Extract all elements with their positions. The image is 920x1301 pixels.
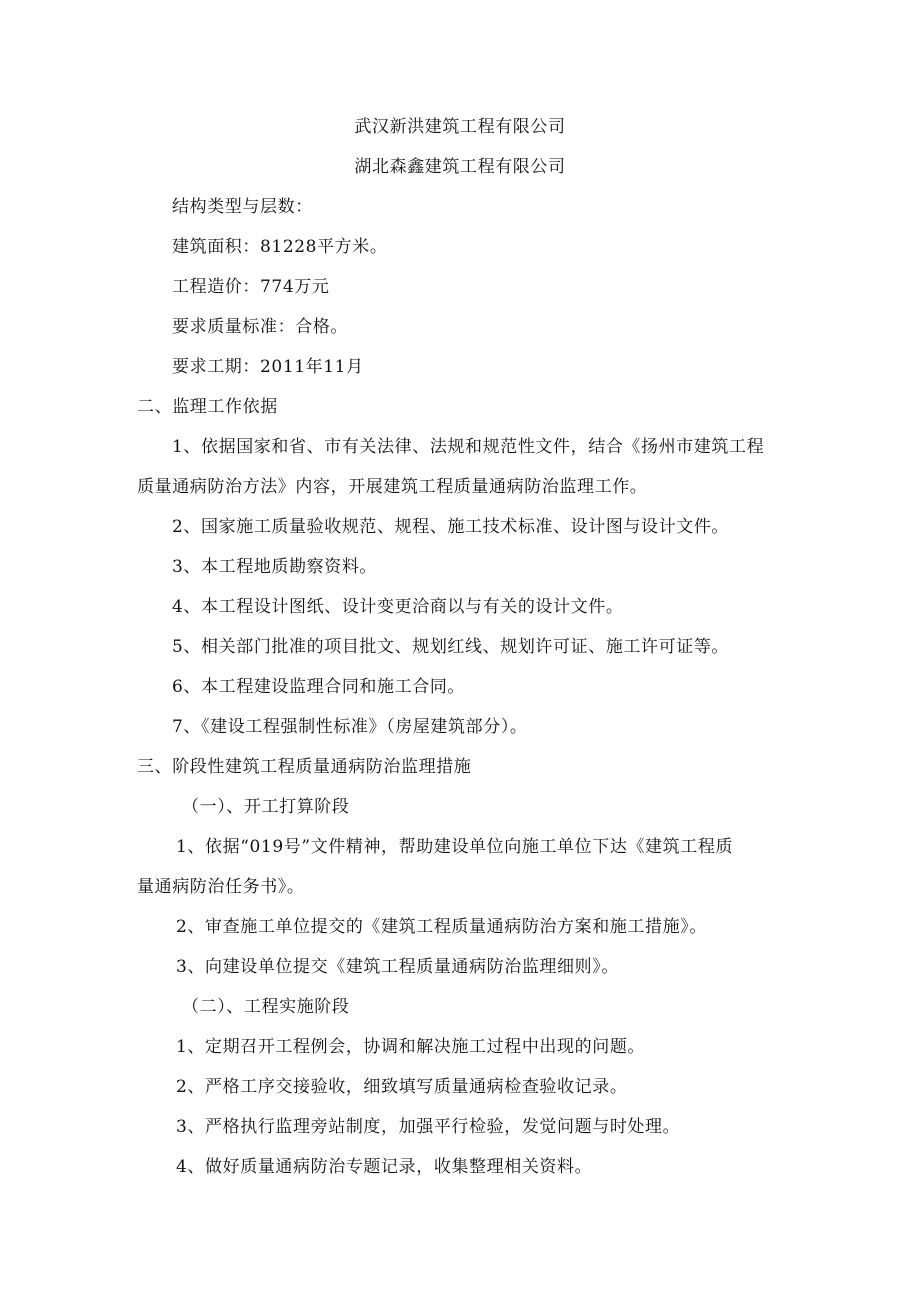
section-3-sub-2-item-3: 3、严格执行监理旁站制度，加强平行检验，发觉问题与时处理。 (176, 1117, 681, 1137)
section-3-sub-1-heading: （一）、开工打算阶段 (182, 797, 350, 817)
section-3-sub-2-item-1: 1、定期召开工程例会，协调和解决施工过程中出现的问题。 (176, 1037, 646, 1057)
section-3-sub-1-item-3: 3、向建设单位提交《建筑工程质量通病防治监理细则》。 (176, 957, 619, 977)
structure-type-line: 结构类型与层数： (172, 197, 313, 217)
section-3-sub-2-item-2: 2、严格工序交接验收，细致填写质量通病检查验收记录。 (176, 1077, 628, 1097)
section-2-item-2: 2、国家施工质量验收规范、规程、施工技术标准、设计图与设计文件。 (172, 517, 730, 537)
section-2-item-6: 6、本工程建设监理合同和施工合同。 (172, 677, 466, 697)
section-2-item-4: 4、本工程设计图纸、设计变更洽商以与有关的设计文件。 (172, 597, 624, 617)
section-3-heading: 三、阶段性建筑工程质量通病防治监理措施 (137, 757, 472, 777)
section-2-item-1-line-1: 1、依据国家和省、市有关法律、法规和规范性文件，结合《扬州市建筑工程 (172, 437, 765, 457)
section-2-item-5: 5、相关部门批准的项目批文、规划红线、规划许可证、施工许可证等。 (172, 637, 730, 657)
section-2-item-7: 7、《建设工程强制性标准》（房屋建筑部分）。 (172, 717, 528, 737)
quality-standard-line: 要求质量标准：合格。 (172, 317, 348, 337)
building-area-line: 建筑面积：81228平方米。 (172, 237, 388, 257)
schedule-line: 要求工期：2011年11月 (172, 357, 364, 377)
company-name-1: 武汉新洪建筑工程有限公司 (354, 117, 566, 137)
section-2-heading: 二、监理工作依据 (137, 397, 278, 417)
section-3-sub-1-item-1-line-1: 1、依据“019号”文件精神，帮助建设单位向施工单位下达《建筑工程质 (176, 837, 734, 857)
section-3-sub-2-heading: （二）、工程实施阶段 (182, 997, 350, 1017)
section-2-item-3: 3、本工程地质勘察资料。 (172, 557, 378, 577)
company-name-2: 湖北森鑫建筑工程有限公司 (354, 157, 566, 177)
section-2-item-1-line-2: 质量通病防治方法》内容，开展建筑工程质量通病防治监理工作。 (137, 477, 648, 497)
section-3-sub-1-item-2: 2、审查施工单位提交的《建筑工程质量通病防治方案和施工措施》。 (176, 917, 707, 937)
project-cost-line: 工程造价：774万元 (172, 277, 330, 297)
section-3-sub-2-item-4: 4、做好质量通病防治专题记录，收集整理相关资料。 (176, 1157, 593, 1177)
section-3-sub-1-item-1-line-2: 量通病防治任务书》。 (137, 877, 305, 897)
